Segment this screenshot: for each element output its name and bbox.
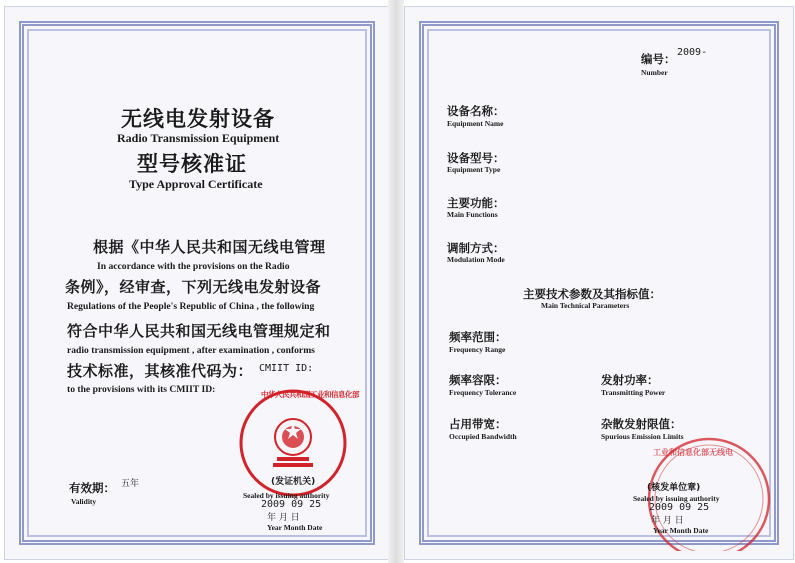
param-transmit-power-en: Transmitting Power: [601, 388, 666, 397]
params-heading-en: Main Technical Parameters: [541, 301, 630, 310]
subtitle-en: Type Approval Certificate: [129, 177, 263, 191]
field-equipment-name-en: Equipment Name: [447, 119, 504, 128]
right-page: [404, 6, 794, 560]
param-frequency-tolerance-en: Frequency Tolerance: [449, 388, 517, 397]
title-en: Radio Transmission Equipment: [117, 131, 280, 145]
title-zh: 无线电发射设备: [121, 107, 275, 131]
param-occupied-bandwidth-en: Occupied Bandwidth: [449, 432, 517, 441]
number-value: 2009-: [677, 47, 708, 58]
right-sealed-by: Sealed by issuing authority: [633, 494, 720, 503]
field-equipment-name-zh: 设备名称：: [447, 104, 505, 118]
right-seal-caption: (核发单位章): [647, 483, 701, 493]
body-line2-en: Regulations of the People's Republic of China , the following: [67, 301, 315, 312]
field-main-functions-en: Main Functions: [447, 210, 498, 219]
right-issue-date-zh: 年 月 日: [651, 516, 684, 526]
field-equipment-type-zh: 设备型号：: [447, 151, 505, 165]
cmiit-id-label: CMIIT ID:: [259, 363, 314, 374]
param-transmit-power-zh: 发射功率：: [601, 373, 659, 387]
field-modulation-zh: 调制方式：: [447, 241, 505, 255]
field-equipment-type-en: Equipment Type: [447, 165, 501, 174]
issue-date-zh: 年 月 日: [267, 513, 300, 523]
left-page: [4, 6, 390, 560]
number-label-zh: 编号：: [641, 52, 676, 66]
body-line4-zh: 技术标准，其核准代码为：: [67, 362, 254, 380]
right-issue-date-value: 2009 09 25: [649, 502, 710, 513]
param-frequency-tolerance-zh: 频率容限：: [449, 373, 507, 387]
seal-text: 中华人民共和国工业和信息化部: [261, 390, 359, 399]
issue-date-en: Year Month Date: [267, 523, 323, 532]
validity-label-en: Validity: [71, 497, 97, 506]
body-line4-en: to the provisions with its CMIIT ID:: [67, 384, 216, 395]
number-label-en: Number: [641, 68, 668, 77]
param-occupied-bandwidth-zh: 占用带宽：: [449, 417, 507, 431]
param-spurious-limits-zh: 杂散发射限值：: [601, 417, 682, 431]
param-frequency-range-zh: 频率范围：: [449, 330, 507, 344]
subtitle-zh: 型号核准证: [137, 152, 247, 176]
params-heading-zh: 主要技术参数及其指标值：: [523, 287, 661, 301]
param-frequency-range-en: Frequency Range: [449, 345, 506, 354]
sealed-by: Sealed by issuing authority: [243, 491, 330, 500]
right-issue-date-en: Year Month Date: [653, 526, 709, 535]
seal-caption: (发证机关): [271, 477, 316, 487]
issue-date-value: 2009 09 25: [261, 499, 322, 510]
validity-label-zh: 有效期：: [69, 481, 115, 495]
param-spurious-limits-en: Spurious Emission Limits: [601, 432, 684, 441]
field-modulation-en: Modulation Mode: [447, 255, 505, 264]
right-seal-text: 工业和信息化部无线电: [653, 448, 733, 457]
body-line1-zh: 根据《中华人民共和国无线电管理: [93, 238, 326, 256]
body-line1-en: In accordance with the provisions on the Radio: [97, 261, 290, 272]
field-main-functions-zh: 主要功能：: [447, 196, 505, 210]
body-line2-zh: 条例》，经审查，下列无线电发射设备: [65, 278, 322, 296]
validity-value: 五年: [121, 479, 140, 489]
body-line3-en: radio transmission equipment , after examination , conforms: [67, 345, 315, 356]
center-fold: [388, 0, 404, 563]
body-line3-zh: 符合中华人民共和国无线电管理规定和: [67, 322, 331, 340]
